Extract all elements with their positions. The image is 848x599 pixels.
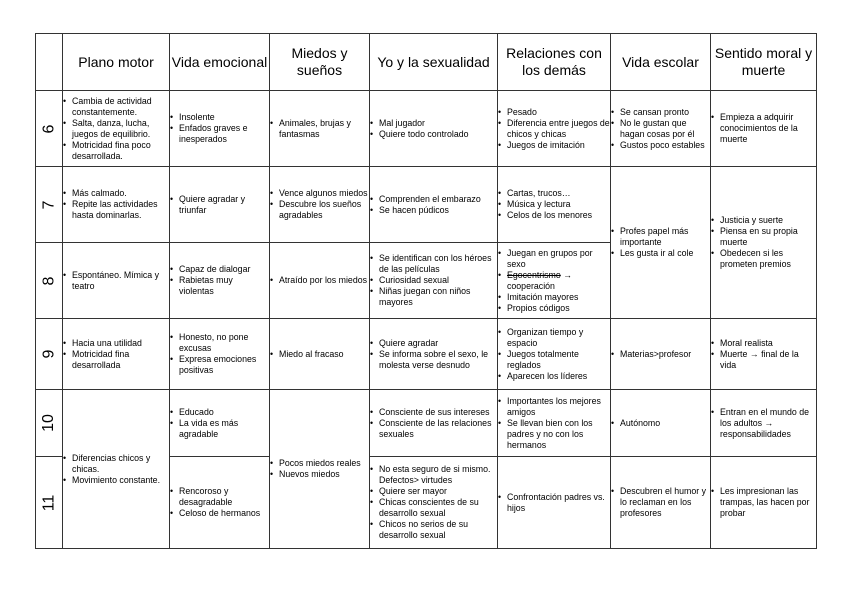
cell-escolar-7-8 (611, 167, 711, 319)
cell-relaciones-6 (498, 91, 611, 167)
list-item: • No le gustan que hagan cosas por él (611, 118, 710, 140)
cell-relaciones-8 (498, 243, 611, 319)
list-item: • No esta seguro de si mismo. Defectos> virtudes (370, 464, 497, 486)
row-age-6 (36, 91, 817, 167)
cell-escolar-6 (611, 91, 711, 167)
development-table (35, 33, 817, 549)
cell-escolar-11 (611, 457, 711, 549)
cell-motor-7 (63, 167, 170, 243)
list-item: • Motricidad fina poco desarrollada. (63, 140, 169, 162)
list-item: • Salta, danza, lucha, juegos de equilibrio. (63, 118, 169, 140)
cell-moral-9 (711, 319, 817, 390)
cell-yo-8 (370, 243, 498, 319)
list-item: • Descubre los sueños agradables (270, 199, 369, 221)
list-item: • Se cansan pronto (611, 107, 710, 118)
list-item: • Pocos miedos reales (270, 458, 369, 469)
header-sentido-moral: Sentido moral y muerte (711, 34, 817, 91)
cell-motor-10-11 (63, 390, 170, 549)
cell-miedos-7 (270, 167, 370, 243)
row-age-10 (36, 390, 817, 457)
cell-relaciones-10 (498, 390, 611, 457)
list-item: • Educado (170, 407, 269, 418)
list-item: • Insolente (170, 112, 269, 123)
corner-cell (36, 34, 63, 91)
cell-yo-10 (370, 390, 498, 457)
list-item: • Se informa sobre el sexo, le molesta verse desnudo (370, 349, 497, 371)
list-item: • Materias>profesor (611, 349, 710, 360)
cell-moral-11 (711, 457, 817, 549)
list-item: • Moral realista (711, 338, 816, 349)
header-yo-sexualidad: Yo y la sexualidad (370, 34, 498, 91)
list-item: • Más calmado. (63, 188, 169, 199)
cell-relaciones-7 (498, 167, 611, 243)
list-item: • Expresa emociones positivas (170, 354, 269, 376)
cell-yo-11 (370, 457, 498, 549)
list-item: • Importantes los mejores amigos (498, 396, 610, 418)
list-item: • Rabietas muy violentas (170, 275, 269, 297)
list-item: • Egocentrismo → cooperación (498, 270, 610, 292)
list-item: • Se identifican con los héroes de las películas (370, 253, 497, 275)
cell-relaciones-11 (498, 457, 611, 549)
list-item: • Quiere ser mayor (370, 486, 497, 497)
list-item: • Enfados graves e inesperados (170, 123, 269, 145)
list-item: • Movimiento constante. (63, 475, 169, 486)
list-item: • Organizan tiempo y espacio (498, 327, 610, 349)
list-item: • Profes papel más importante (611, 226, 710, 248)
cell-miedos-10-11 (270, 390, 370, 549)
header-row (36, 34, 817, 91)
cell-miedos-9 (270, 319, 370, 390)
list-item: • Consciente de las relaciones sexuales (370, 418, 497, 440)
list-item: • Les gusta ir al cole (611, 248, 710, 259)
list-item: • Nuevos miedos (270, 469, 369, 480)
list-item: • Vence algunos miedos (270, 188, 369, 199)
age-label-9: 9 (36, 319, 63, 390)
list-item: • Celos de los menores (498, 210, 610, 221)
row-age-9 (36, 319, 817, 390)
list-item: • Quiere agradar y triunfar (170, 194, 269, 216)
list-item: • Quiere agradar (370, 338, 497, 349)
cell-relaciones-9 (498, 319, 611, 390)
list-item: • Gustos poco estables (611, 140, 710, 151)
header-vida-escolar: Vida escolar (611, 34, 711, 91)
cell-moral-7-8 (711, 167, 817, 319)
cell-yo-9 (370, 319, 498, 390)
header-plano-motor: Plano motor (63, 34, 170, 91)
list-item: • Obedecen si les prometen premios (711, 248, 816, 270)
cell-motor-8 (63, 243, 170, 319)
list-item: • Entran en el mundo de los adultos → responsabilidades (711, 407, 816, 440)
list-item: • Cartas, trucos… (498, 188, 610, 199)
cell-emocional-10 (170, 390, 270, 457)
list-item: • Repite las actividades hasta dominarlas. (63, 199, 169, 221)
list-item: • Imitación mayores (498, 292, 610, 303)
cell-motor-9 (63, 319, 170, 390)
cell-emocional-6 (170, 91, 270, 167)
list-item: • Muerte → final de la vida (711, 349, 816, 371)
list-item: • Niñas juegan con niños mayores (370, 286, 497, 308)
list-item: • Honesto, no pone excusas (170, 332, 269, 354)
list-item: • Pesado (498, 107, 610, 118)
list-item: • Descubren el humor y lo reclaman en los profesores (611, 486, 710, 519)
age-label-10: 10 (36, 390, 63, 457)
list-item: • Chicos no serios de su desarrollo sexual (370, 519, 497, 541)
cell-emocional-7 (170, 167, 270, 243)
age-label-7: 7 (36, 167, 63, 243)
list-item: • Se llevan bien con los padres y no con los hermanos (498, 418, 610, 451)
cell-moral-10 (711, 390, 817, 457)
list-item: • Rencoroso y desagradable (170, 486, 269, 508)
list-item: • Atraído por los miedos (270, 275, 369, 286)
list-item: • Comprenden el embarazo (370, 194, 497, 205)
list-item: • Se hacen púdicos (370, 205, 497, 216)
header-miedos-suenos: Miedos y sueños (270, 34, 370, 91)
list-item: • Celoso de hermanos (170, 508, 269, 519)
cell-moral-6 (711, 91, 817, 167)
cell-miedos-8 (270, 243, 370, 319)
age-label-6: 6 (36, 91, 63, 167)
age-label-8: 8 (36, 243, 63, 319)
list-item: • Les impresionan las trampas, las hacen por probar (711, 486, 816, 519)
list-item: • Cambia de actividad constantemente. (63, 96, 169, 118)
row-age-7 (36, 167, 817, 243)
cell-emocional-11 (170, 457, 270, 549)
cell-yo-6 (370, 91, 498, 167)
list-item: • Propios códigos (498, 303, 610, 314)
header-relaciones: Relaciones con los demás (498, 34, 611, 91)
list-item: • Juegos de imitación (498, 140, 610, 151)
list-item: • Motricidad fina desarrollada (63, 349, 169, 371)
list-item: • Diferencia entre juegos de chicos y chicas (498, 118, 610, 140)
list-item: • Aparecen los líderes (498, 371, 610, 382)
cell-emocional-8 (170, 243, 270, 319)
cell-escolar-9 (611, 319, 711, 390)
list-item: • Chicas conscientes de su desarrollo sexual (370, 497, 497, 519)
list-item: • Juegan en grupos por sexo (498, 248, 610, 270)
header-vida-emocional: Vida emocional (170, 34, 270, 91)
list-item: • Animales, brujas y fantasmas (270, 118, 369, 140)
list-item: • Empieza a adquirir conocimientos de la muerte (711, 112, 816, 145)
cell-yo-7 (370, 167, 498, 243)
age-label-11: 11 (36, 457, 63, 549)
list-item: • La vida es más agradable (170, 418, 269, 440)
cell-emocional-9 (170, 319, 270, 390)
list-item: • Diferencias chicos y chicas. (63, 453, 169, 475)
list-item: • Mal jugador (370, 118, 497, 129)
struck-text: Egocentrismo (507, 269, 561, 280)
list-item: • Confrontación padres vs. hijos (498, 492, 610, 514)
list-item: • Consciente de sus intereses (370, 407, 497, 418)
list-item: • Miedo al fracaso (270, 349, 369, 360)
list-item: • Autónomo (611, 418, 710, 429)
cell-miedos-6 (270, 91, 370, 167)
list-item: • Justicia y suerte (711, 215, 816, 226)
list-item: • Quiere todo controlado (370, 129, 497, 140)
list-item: • Curiosidad sexual (370, 275, 497, 286)
list-item: • Hacia una utilidad (63, 338, 169, 349)
list-item: • Espontáneo. Mímica y teatro (63, 270, 169, 292)
cell-motor-6 (63, 91, 170, 167)
list-item: • Capaz de dialogar (170, 264, 269, 275)
list-item: • Música y lectura (498, 199, 610, 210)
list-item: • Piensa en su propia muerte (711, 226, 816, 248)
cell-escolar-10 (611, 390, 711, 457)
list-item: • Juegos totalmente reglados (498, 349, 610, 371)
